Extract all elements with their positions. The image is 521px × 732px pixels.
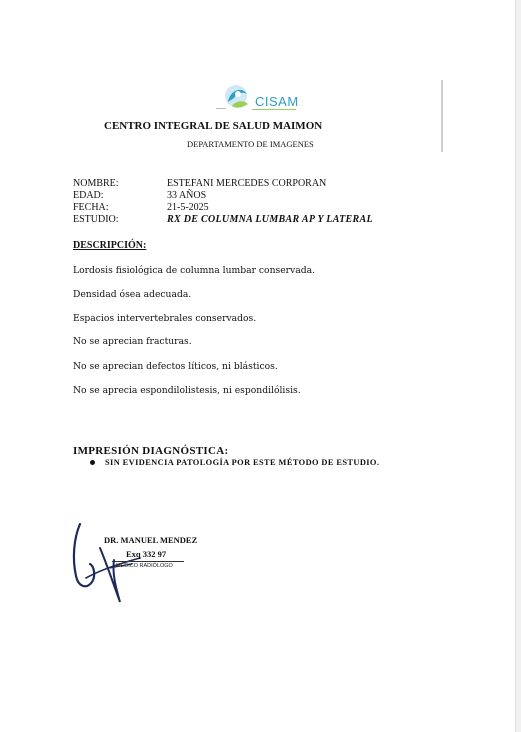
signature-rule <box>112 561 184 562</box>
department-name: DEPARTAMENTO DE IMAGENES <box>187 139 314 149</box>
study-label: ESTUDIO: <box>73 214 119 225</box>
doctor-role: MÉDICO RADIÓLOGO <box>116 563 173 569</box>
impression-item <box>90 458 379 467</box>
study-name: RX DE COLUMNA LUMBAR AP Y LATERAL <box>167 214 373 225</box>
impression-item-text: SIN EVIDENCIA PATOLOGÍA POR ESTE MÉTODO DE ESTUDIO. <box>105 458 380 467</box>
organization-name: CENTRO INTEGRAL DE SALUD MAIMON <box>104 120 323 132</box>
finding-line: Lordosis fisiológica de columna lumbar conservada. <box>73 265 315 276</box>
finding-line: Densidad ósea adecuada. <box>73 289 192 300</box>
bullet-icon <box>90 460 95 465</box>
finding-line: No se aprecia espondilolistesis, ni espondilólisis. <box>73 385 301 396</box>
description-title: DESCRIPCIÓN: <box>73 240 147 251</box>
doctor-name: DR. MANUEL MENDEZ <box>104 535 198 545</box>
patient-name: ESTEFANI MERCEDES CORPORAN <box>167 178 327 189</box>
study-date: 21-5-2025 <box>167 202 209 213</box>
impression-title: IMPRESIÓN DIAGNÓSTICA: <box>73 445 229 457</box>
finding-line: Espacios intervertebrales conservados. <box>73 313 257 324</box>
exequatur-number: Exq 332 97 <box>126 549 167 559</box>
name-label: NOMBRE: <box>73 178 119 189</box>
finding-line: No se aprecian fracturas. <box>73 336 192 347</box>
finding-line: No se aprecian defectos líticos, ni blásticos. <box>73 361 278 372</box>
vertical-scrollbar[interactable] <box>515 0 521 732</box>
date-label: FECHA: <box>73 202 109 213</box>
logo-text: CISAM <box>255 94 299 109</box>
patient-age: 33 AÑOS <box>167 190 207 201</box>
header-divider <box>441 80 443 152</box>
age-label: EDAD: <box>73 190 104 201</box>
